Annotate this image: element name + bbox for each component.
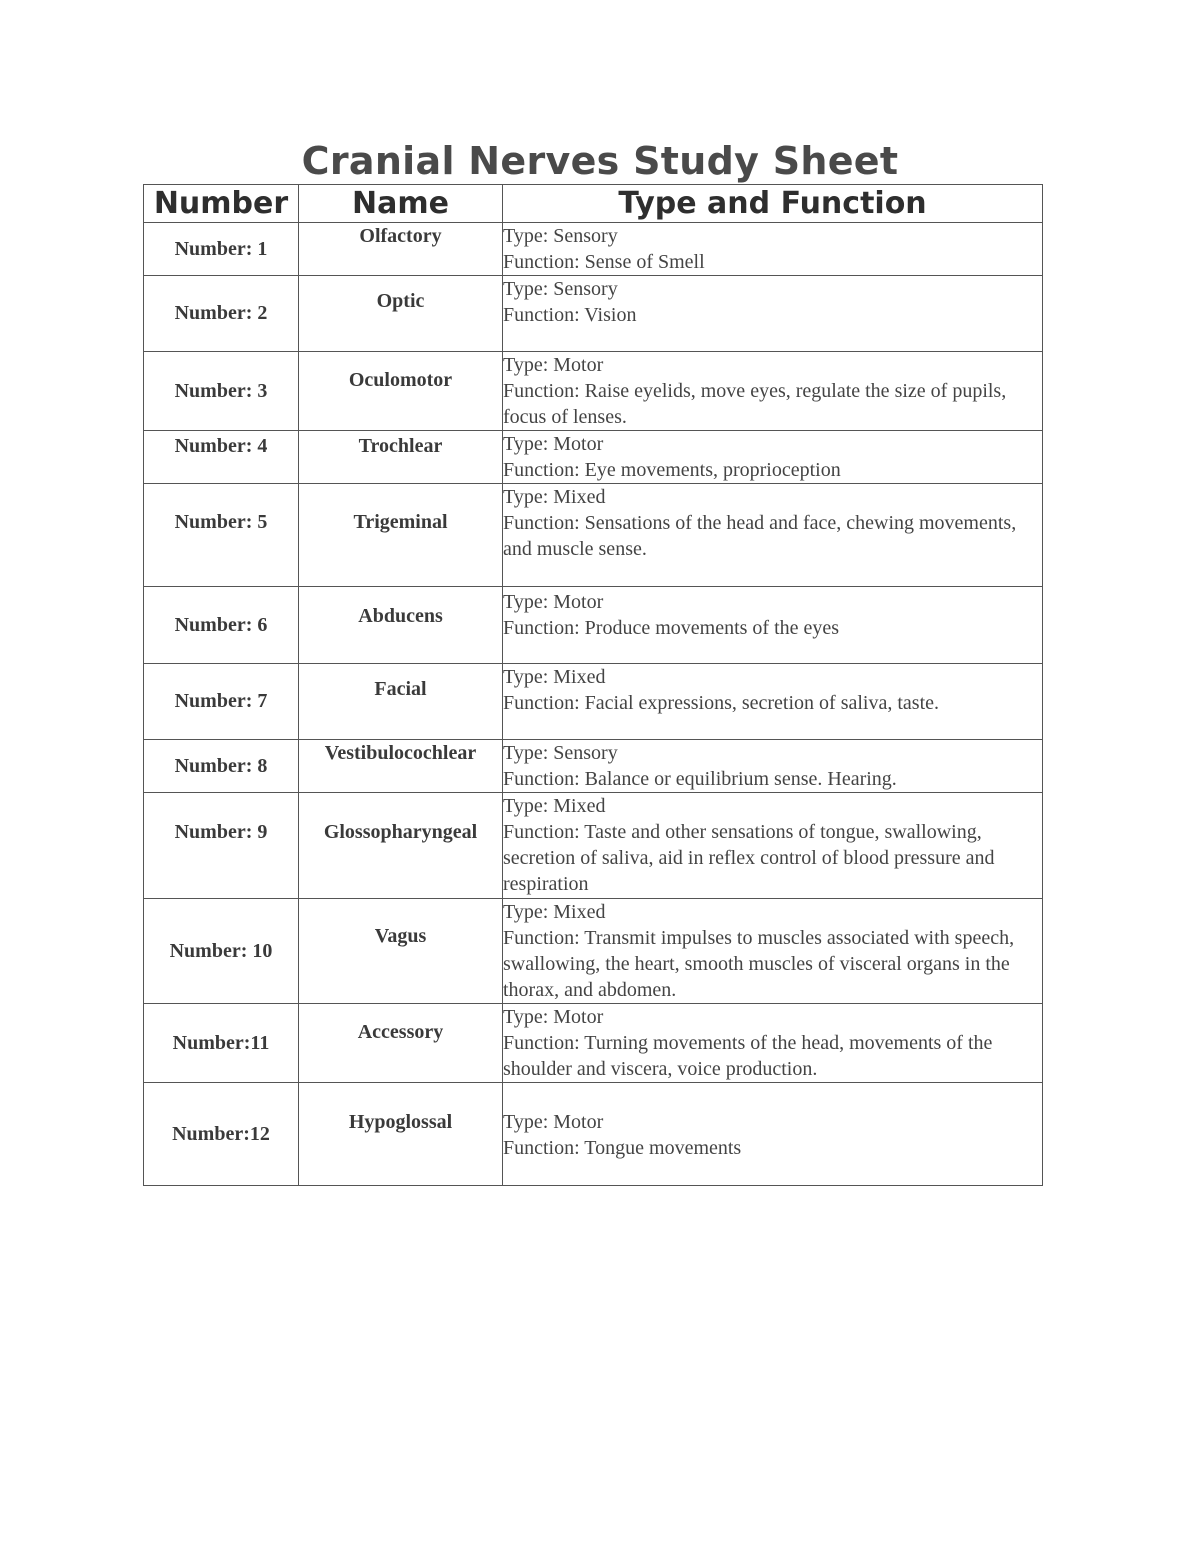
nerve-function: Function: Balance or equilibrium sense. Hearing. xyxy=(503,768,897,790)
nerve-number: Number: 6 xyxy=(144,587,299,664)
nerve-number: Number: 9 xyxy=(144,793,299,899)
nerve-info xyxy=(503,793,1043,899)
table-row xyxy=(144,793,1043,899)
cranial-nerves-table xyxy=(143,184,1043,1186)
nerve-type: Type: Motor xyxy=(503,354,604,376)
table-row xyxy=(144,484,1043,587)
nerve-name-cell xyxy=(299,1083,503,1186)
table-row xyxy=(144,276,1043,352)
nerve-info xyxy=(503,352,1043,431)
nerve-function: Function: Turning movements of the head, movements of the shoulder and viscera, voice production. xyxy=(503,1032,993,1080)
table-row xyxy=(144,587,1043,664)
nerve-name: Facial xyxy=(374,678,427,700)
nerve-name: Vestibulocochlear xyxy=(324,742,477,764)
nerve-number: Number: 8 xyxy=(144,740,299,793)
table-row xyxy=(144,1004,1043,1083)
table-row xyxy=(144,899,1043,1004)
nerve-name: Hypoglossal xyxy=(348,1111,453,1133)
table-row xyxy=(144,431,1043,484)
nerve-info xyxy=(503,431,1043,484)
nerve-name-cell xyxy=(299,276,503,352)
nerve-name: Oculomotor xyxy=(348,369,453,391)
nerve-info xyxy=(503,484,1043,587)
nerve-number: Number: 4 xyxy=(144,431,299,484)
nerve-type: Type: Motor xyxy=(503,1006,604,1028)
nerve-type: Type: Sensory xyxy=(503,742,618,764)
nerve-type: Type: Motor xyxy=(503,591,604,613)
nerve-type: Type: Mixed xyxy=(503,666,606,688)
nerve-name: Glossopharyngeal xyxy=(323,821,478,843)
column-header-type-and-function: Type and Function xyxy=(503,185,1043,223)
table-header-row xyxy=(144,185,1043,223)
table-row xyxy=(144,1083,1043,1186)
nerve-name: Optic xyxy=(376,290,425,312)
nerve-name-cell xyxy=(299,899,503,1004)
nerve-function: Function: Raise eyelids, move eyes, regulate the size of pupils, focus of lenses. xyxy=(503,380,1007,428)
nerve-type: Type: Mixed xyxy=(503,795,606,817)
nerve-number: Number: 1 xyxy=(144,223,299,276)
nerve-type: Type: Motor xyxy=(503,433,604,455)
nerve-info xyxy=(503,899,1043,1004)
nerve-function: Function: Sensations of the head and face, chewing movements, and muscle sense. xyxy=(503,512,1017,560)
nerve-function: Function: Facial expressions, secretion of saliva, taste. xyxy=(503,692,940,714)
nerve-name-cell xyxy=(299,1004,503,1083)
nerve-info xyxy=(503,223,1043,276)
nerve-info xyxy=(503,1083,1043,1186)
nerve-name-cell xyxy=(299,793,503,899)
nerve-name-cell xyxy=(299,223,503,276)
nerve-function: Function: Sense of Smell xyxy=(503,251,705,273)
nerve-name-cell xyxy=(299,664,503,740)
nerve-name: Trochlear xyxy=(358,435,443,457)
nerve-name-cell xyxy=(299,587,503,664)
nerve-type: Type: Mixed xyxy=(503,901,606,923)
nerve-number: Number: 7 xyxy=(144,664,299,740)
nerve-function: Function: Tongue movements xyxy=(503,1137,742,1159)
nerve-number: Number:12 xyxy=(144,1083,299,1186)
page-title: Cranial Nerves Study Sheet xyxy=(301,139,899,183)
table-row xyxy=(144,740,1043,793)
nerve-info xyxy=(503,740,1043,793)
nerve-type: Type: Sensory xyxy=(503,278,618,300)
nerve-type: Type: Motor xyxy=(503,1111,604,1133)
nerve-name: Vagus xyxy=(374,925,427,947)
nerve-number: Number: 10 xyxy=(144,899,299,1004)
nerve-info xyxy=(503,1004,1043,1083)
nerve-name: Accessory xyxy=(357,1021,444,1043)
table-row xyxy=(144,223,1043,276)
nerve-number: Number:11 xyxy=(144,1004,299,1083)
nerve-name: Trigeminal xyxy=(353,511,448,533)
nerve-type: Type: Sensory xyxy=(503,225,618,247)
nerve-function: Function: Transmit impulses to muscles associated with speech, swallowing, the heart, smooth muscles of visceral organs in the thorax, and abdomen. xyxy=(503,927,1015,1001)
nerve-info xyxy=(503,664,1043,740)
nerve-number: Number: 2 xyxy=(144,276,299,352)
nerve-function: Function: Taste and other sensations of tongue, swallowing, secretion of saliva, aid in reflex control of blood pressure and respiration xyxy=(503,821,995,895)
nerve-name: Abducens xyxy=(358,605,443,627)
nerve-name: Olfactory xyxy=(359,225,442,247)
nerve-function: Function: Produce movements of the eyes xyxy=(503,617,840,639)
nerve-info xyxy=(503,587,1043,664)
column-header-number: Number xyxy=(144,185,299,223)
nerve-function: Function: Eye movements, proprioception xyxy=(503,459,841,481)
nerve-type: Type: Mixed xyxy=(503,486,606,508)
column-header-name: Name xyxy=(299,185,503,223)
nerve-name-cell xyxy=(299,740,503,793)
nerve-number: Number: 3 xyxy=(144,352,299,431)
table-row xyxy=(144,352,1043,431)
nerve-info xyxy=(503,276,1043,352)
nerve-name-cell xyxy=(299,352,503,431)
nerve-name-cell xyxy=(299,431,503,484)
nerve-number: Number: 5 xyxy=(144,484,299,587)
nerve-function: Function: Vision xyxy=(503,304,637,326)
table-row xyxy=(144,664,1043,740)
nerve-name-cell xyxy=(299,484,503,587)
